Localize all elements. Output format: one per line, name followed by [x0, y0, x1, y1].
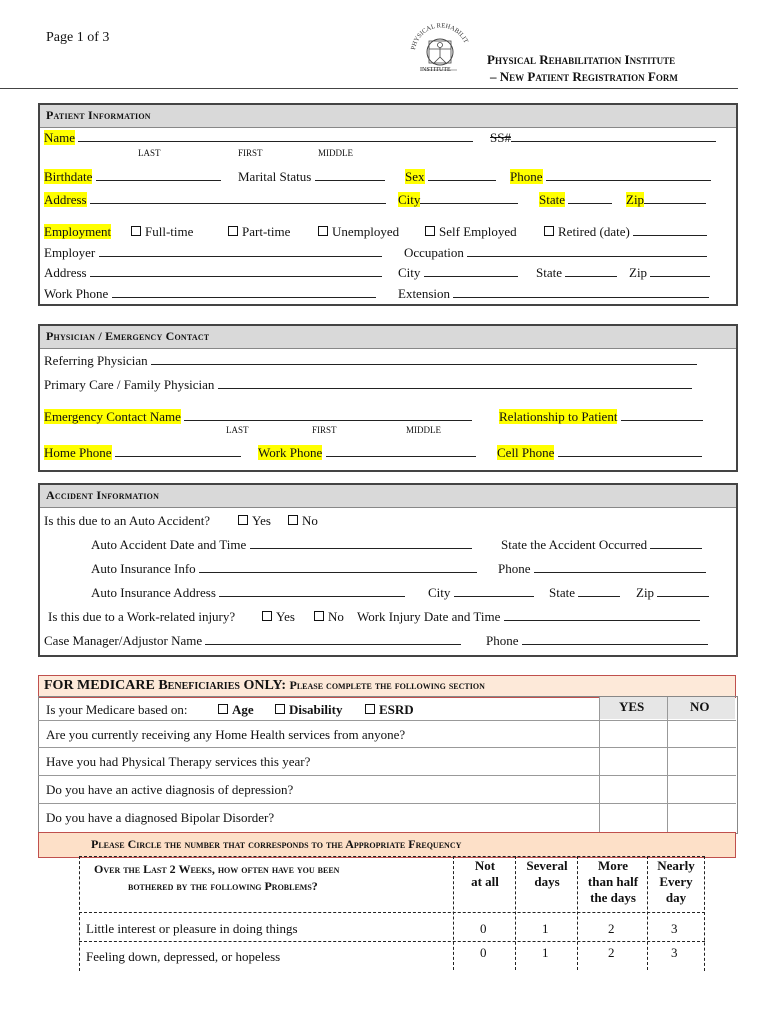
frequency-header-rule [79, 912, 705, 913]
work-injury-date-label: Work Injury Date and Time [357, 609, 501, 624]
employer-city-label: City [398, 265, 421, 280]
self-employed-checkbox[interactable] [425, 226, 435, 236]
name-field[interactable] [78, 131, 473, 142]
ss-field[interactable] [511, 131, 716, 142]
form-title-line1: Physical Rehabilitation Institute [487, 52, 676, 67]
frequency-row-label: Feeling down, depressed, or hopeless [86, 949, 281, 964]
insurance-zip-field[interactable] [657, 586, 709, 597]
medicare-title-bar [38, 675, 736, 698]
option-fulltime[interactable]: Full-time [131, 224, 193, 240]
name-sub-last: LAST [138, 148, 161, 158]
medicare-age-option[interactable]: Age [218, 702, 254, 718]
page-number: Page 1 of 3 [46, 30, 110, 45]
employer-address-field[interactable] [90, 266, 382, 277]
frequency-option-0[interactable]: 0 [480, 945, 487, 960]
primary-care-field[interactable] [218, 378, 692, 389]
accident-date-field[interactable] [250, 538, 472, 549]
auto-yes-checkbox[interactable] [238, 515, 248, 525]
work-no-checkbox[interactable] [314, 611, 324, 621]
frequency-option-2[interactable]: 2 [608, 945, 615, 960]
city-label: City [398, 192, 421, 207]
work-no-option[interactable]: No [314, 609, 344, 625]
case-phone-label: Phone [486, 633, 519, 648]
case-manager-field[interactable] [205, 634, 461, 645]
medicare-yes-header: YES [599, 697, 667, 719]
option-unemployed[interactable]: Unemployed [318, 224, 399, 240]
referring-physician-field[interactable] [151, 354, 697, 365]
header-rule [0, 88, 738, 89]
phone-label: Phone [510, 169, 543, 184]
insurance-city-field[interactable] [454, 586, 534, 597]
auto-no-option[interactable]: No [288, 513, 318, 529]
age-checkbox[interactable] [218, 704, 228, 714]
accident-header: Accident Information [40, 485, 736, 508]
relationship-field[interactable] [621, 410, 703, 421]
occupation-field[interactable] [467, 246, 707, 257]
emergency-work-phone-label: Work Phone [258, 445, 323, 460]
frequency-option-0[interactable]: 0 [480, 921, 487, 936]
case-phone-field[interactable] [522, 634, 708, 645]
name-sub-middle: MIDDLE [318, 148, 353, 158]
ss-label: SS# [490, 130, 511, 145]
city-field[interactable] [420, 193, 518, 204]
logo-institute-text: INSTITUTE [420, 67, 451, 73]
medicare-disability-option[interactable]: Disability [275, 702, 342, 718]
employment-label: Employment [44, 224, 112, 239]
insurance-info-field[interactable] [199, 562, 477, 573]
employer-field[interactable] [99, 246, 382, 257]
frequency-header-line1: Over the Last 2 Weeks, how often have you been [94, 862, 340, 876]
home-phone-field[interactable] [115, 446, 241, 457]
insurance-address-label: Auto Insurance Address [91, 585, 216, 600]
work-phone-label: Work Phone [44, 286, 109, 301]
cell-phone-field[interactable] [558, 446, 702, 457]
insurance-phone-field[interactable] [534, 562, 706, 573]
name-label: Name [44, 130, 76, 145]
col-nearly-every-day: Nearly Every day [657, 858, 695, 905]
frequency-option-2[interactable]: 2 [608, 921, 615, 936]
emergency-sub-first: FIRST [312, 425, 337, 435]
employer-zip-label: Zip [629, 265, 648, 280]
medicare-esrd-option[interactable]: ESRD [365, 702, 414, 718]
sex-field[interactable] [428, 170, 496, 181]
physician-header: Physician / Emergency Contact [40, 326, 736, 349]
primary-care-label: Primary Care / Family Physician [44, 377, 215, 392]
marital-label: Marital Status [238, 169, 312, 184]
col-several-days: Several days [526, 858, 568, 889]
medicare-title: FOR MEDICARE Beneficiaries ONLY: Please complete the following section [44, 678, 485, 693]
medicare-question-row: Are you currently receiving any Home Health services from anyone? [38, 720, 736, 749]
insurance-zip-label: Zip [636, 585, 655, 600]
esrd-checkbox[interactable] [365, 704, 375, 714]
employer-state-label: State [536, 265, 562, 280]
accident-date-label: Auto Accident Date and Time [91, 537, 247, 552]
zip-label: Zip [626, 192, 645, 207]
frequency-option-1[interactable]: 1 [542, 945, 549, 960]
address-field[interactable] [90, 193, 386, 204]
work-injury-date-field[interactable] [504, 610, 700, 621]
insurance-info-label: Auto Insurance Info [91, 561, 196, 576]
birthdate-label: Birthdate [44, 169, 93, 184]
option-parttime[interactable]: Part-time [228, 224, 290, 240]
work-yes-checkbox[interactable] [262, 611, 272, 621]
relationship-label: Relationship to Patient [499, 409, 618, 424]
option-self-employed[interactable]: Self Employed [425, 224, 517, 240]
employer-zip-field[interactable] [650, 266, 710, 277]
work-phone-field[interactable] [112, 287, 376, 298]
col-more-than-half: More than half the days [587, 858, 639, 905]
insurance-address-field[interactable] [219, 586, 405, 597]
work-injury-question: Is this due to a Work-related injury? [48, 609, 236, 624]
svg-text:PHYSICAL REHABILITATION: PHYSICAL REHABILIT [410, 22, 470, 51]
option-retired[interactable]: Retired (date) [544, 224, 707, 240]
state-label: State [539, 192, 565, 207]
emergency-sub-last: LAST [226, 425, 249, 435]
home-phone-label: Home Phone [44, 445, 112, 460]
frequency-instruction: Please Circle the number that corresponds to the Appropriate Frequency [91, 837, 462, 851]
institute-logo [405, 14, 475, 78]
medicare-question-row: Do you have an active diagnosis of depression? [38, 775, 736, 804]
insurance-city-label: City [428, 585, 451, 600]
state-occurred-label: State the Accident Occurred [501, 537, 648, 552]
disability-checkbox[interactable] [275, 704, 285, 714]
zip-field[interactable] [644, 193, 706, 204]
auto-no-checkbox[interactable] [288, 515, 298, 525]
medicare-no-header: NO [668, 697, 735, 719]
emergency-work-phone-field[interactable] [326, 446, 476, 457]
frequency-option-3[interactable]: 3 [671, 945, 678, 960]
extension-field[interactable] [453, 287, 709, 298]
frequency-option-3[interactable]: 3 [671, 921, 678, 936]
insurance-phone-label: Phone [498, 561, 531, 576]
emergency-contact-field[interactable] [184, 410, 472, 421]
birthdate-field[interactable] [96, 170, 221, 181]
address-label: Address [44, 192, 87, 207]
employer-address-label: Address [44, 265, 87, 280]
col-not-at-all: Not at all [471, 858, 499, 889]
employer-city-field[interactable] [424, 266, 518, 277]
patient-information-header: Patient Information [40, 105, 736, 128]
insurance-state-field[interactable] [578, 586, 620, 597]
name-sub-first: FIRST [238, 148, 263, 158]
medicare-question-row: Have you had Physical Therapy services this year? [38, 747, 736, 776]
insurance-state-label: State [549, 585, 575, 600]
cell-phone-label: Cell Phone [497, 445, 555, 460]
occupation-label: Occupation [404, 245, 464, 260]
frequency-row-label: Little interest or pleasure in doing things [86, 921, 298, 936]
frequency-instruction-bar [38, 832, 736, 858]
parttime-checkbox[interactable] [228, 226, 238, 236]
auto-accident-question: Is this due to an Auto Accident? [44, 513, 211, 528]
emergency-sub-middle: MIDDLE [406, 425, 441, 435]
emergency-contact-label: Emergency Contact Name [44, 409, 181, 424]
retired-checkbox[interactable] [544, 226, 554, 236]
employer-label: Employer [44, 245, 96, 260]
referring-physician-label: Referring Physician [44, 353, 148, 368]
frequency-header-line2: bothered by the following Problems? [128, 879, 318, 893]
unemployed-checkbox[interactable] [318, 226, 328, 236]
employer-state-field[interactable] [565, 266, 617, 277]
sex-label: Sex [405, 169, 425, 184]
state-occurred-field[interactable] [650, 538, 702, 549]
extension-label: Extension [398, 286, 450, 301]
form-title-line2: – New Patient Registration Form [490, 69, 678, 84]
marital-field[interactable] [315, 170, 385, 181]
state-field[interactable] [568, 193, 612, 204]
retired-date-field[interactable] [633, 225, 707, 236]
case-manager-label: Case Manager/Adjustor Name [44, 633, 203, 648]
phone-field[interactable] [546, 170, 711, 181]
work-yes-option[interactable]: Yes [262, 609, 295, 625]
medicare-based-on-label: Is your Medicare based on: [46, 702, 188, 717]
auto-yes-option[interactable]: Yes [238, 513, 271, 529]
fulltime-checkbox[interactable] [131, 226, 141, 236]
medicare-question-row: Do you have a diagnosed Bipolar Disorder? [38, 803, 736, 832]
frequency-option-1[interactable]: 1 [542, 921, 549, 936]
